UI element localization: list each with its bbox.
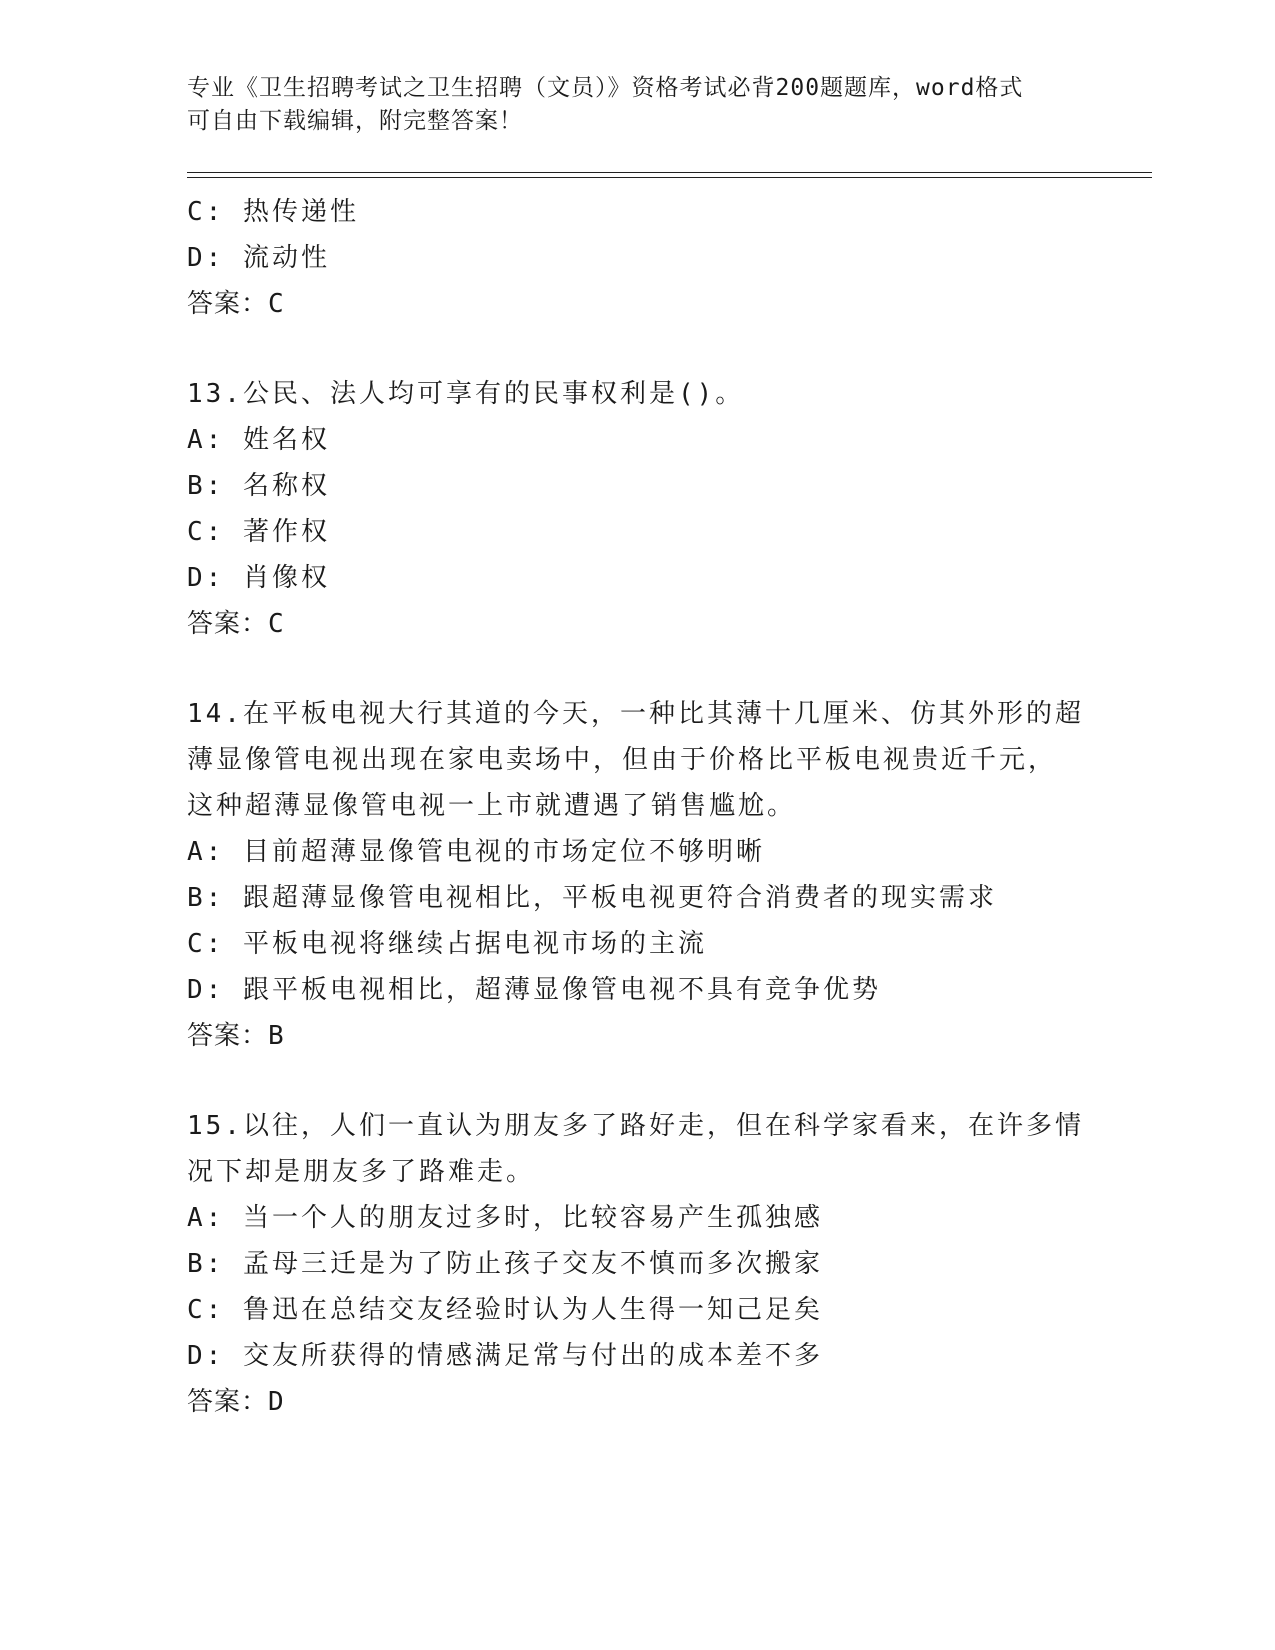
- option-d: D: 交友所获得的情感满足常与付出的成本差不多: [187, 1341, 823, 1371]
- option-d: D: 流动性: [187, 243, 330, 273]
- header-rule-bottom: [187, 177, 1152, 178]
- option-c: C: 著作权: [187, 517, 330, 547]
- document-header: [187, 72, 1087, 138]
- option-d: D: 肖像权: [187, 563, 330, 593]
- question-stem-line-2: 薄显像管电视出现在家电卖场中，但由于价格比平板电视贵近千元，: [187, 745, 1058, 775]
- question-13: [187, 371, 1087, 647]
- question-stem-line-2: 况下却是朋友多了路难走。: [187, 1157, 536, 1187]
- option-c: C: 热传递性: [187, 197, 359, 227]
- answer-line: 答案：D: [187, 1387, 285, 1417]
- option-c: C: 鲁迅在总结交友经验时认为人生得一知己足矣: [187, 1295, 823, 1325]
- question-stem: 13.公民、法人均可享有的民事权利是()。: [187, 379, 745, 409]
- question-stem-line-1: 15.以往，人们一直认为朋友多了路好走，但在科学家看来，在许多情: [187, 1111, 1084, 1141]
- header-title-line-2: 可自由下载编辑，附完整答案！: [187, 108, 523, 134]
- header-rule-top: [187, 172, 1152, 173]
- answer-line: 答案：C: [187, 609, 285, 639]
- option-b: B: 名称权: [187, 471, 330, 501]
- answer-line: 答案：C: [187, 289, 285, 319]
- option-a: A: 当一个人的朋友过多时，比较容易产生孤独感: [187, 1203, 823, 1233]
- option-c: C: 平板电视将继续占据电视市场的主流: [187, 929, 707, 959]
- question-list: [187, 189, 1087, 1425]
- option-a: A: 目前超薄显像管电视的市场定位不够明晰: [187, 837, 765, 867]
- question-14: [187, 691, 1087, 1059]
- question-stem-line-1: 14.在平板电视大行其道的今天，一种比其薄十几厘米、仿其外形的超: [187, 699, 1084, 729]
- option-d: D: 跟平板电视相比，超薄显像管电视不具有竞争优势: [187, 975, 881, 1005]
- option-a: A: 姓名权: [187, 425, 330, 455]
- header-title-line-1: 专业《卫生招聘考试之卫生招聘（文员）》资格考试必背200题题库，word格式: [187, 75, 1024, 101]
- option-b: B: 跟超薄显像管电视相比，平板电视更符合消费者的现实需求: [187, 883, 997, 913]
- option-b: B: 孟母三迁是为了防止孩子交友不慎而多次搬家: [187, 1249, 823, 1279]
- answer-line: 答案：B: [187, 1021, 285, 1051]
- question-12-tail: [187, 189, 1087, 327]
- question-stem-line-3: 这种超薄显像管电视一上市就遭遇了销售尴尬。: [187, 791, 797, 821]
- question-15: [187, 1103, 1087, 1425]
